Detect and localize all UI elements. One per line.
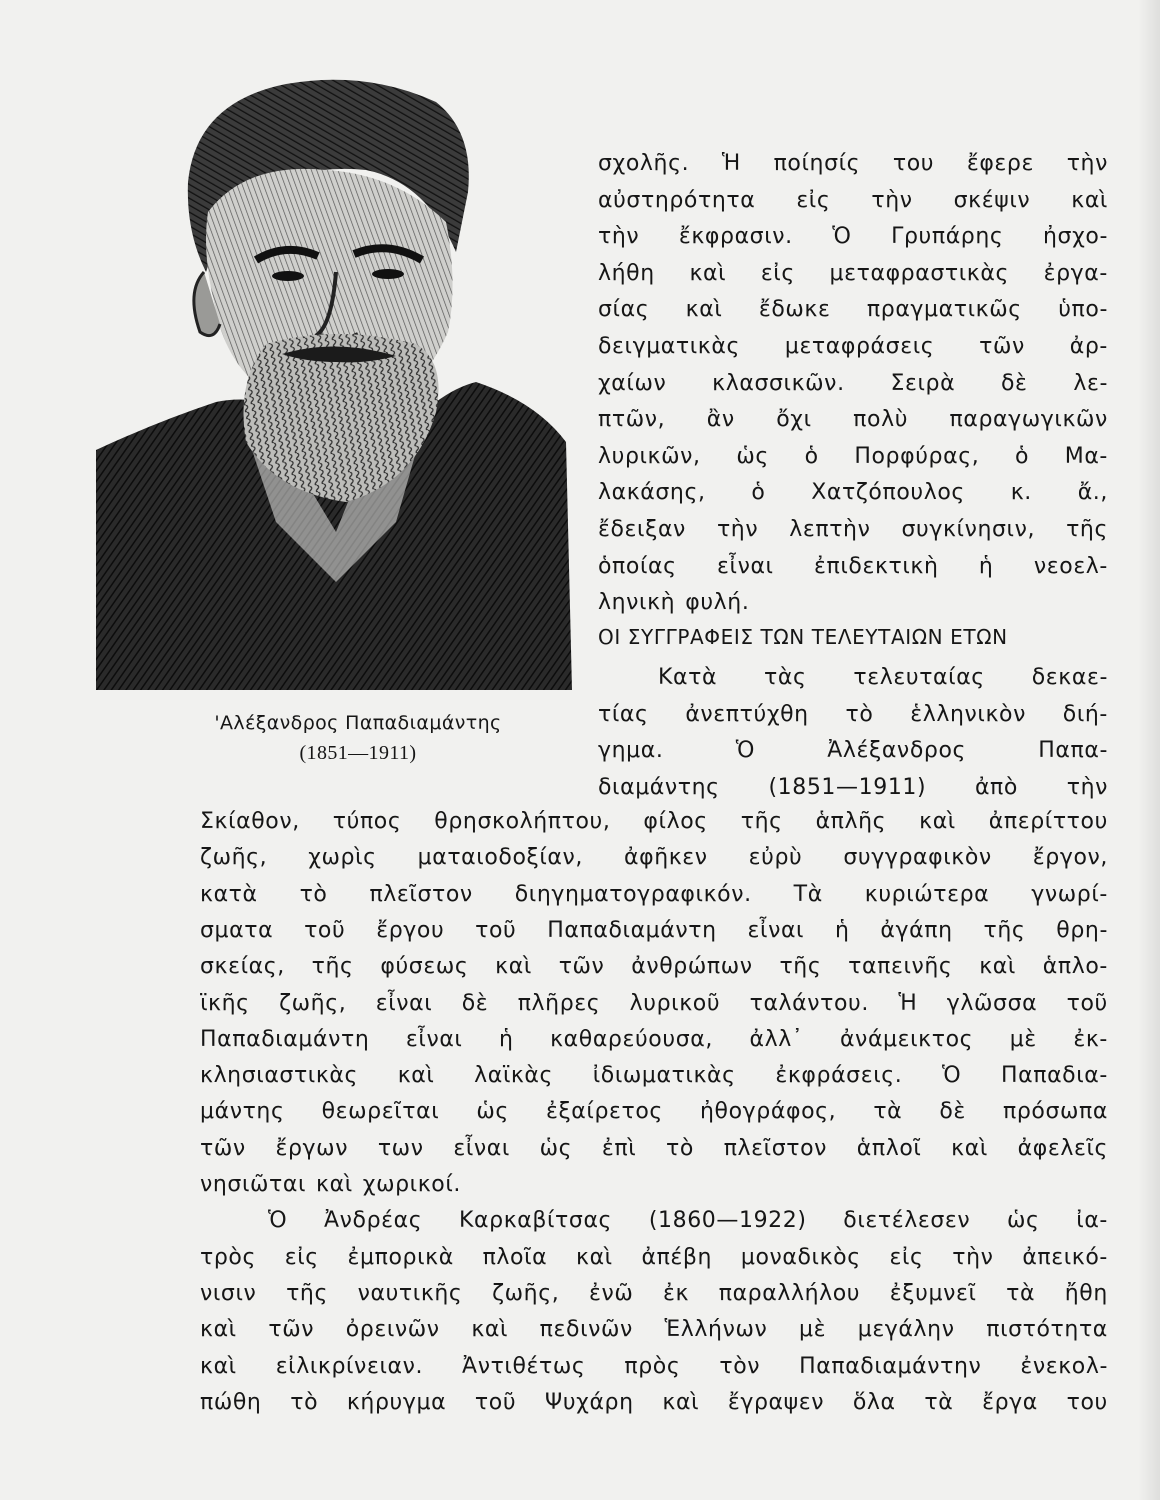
word: τοῦ bbox=[304, 917, 346, 943]
word: χωρὶς bbox=[308, 845, 377, 871]
word: πεδινῶν bbox=[539, 1317, 633, 1343]
word: παραλλήλου bbox=[718, 1280, 861, 1306]
word: ὄχι bbox=[776, 407, 812, 433]
word: ἡ bbox=[834, 917, 850, 943]
word: ἑλληνικὸν bbox=[910, 701, 1026, 727]
word: καὶ bbox=[979, 954, 1016, 980]
word: θεωρεῖται bbox=[321, 1099, 440, 1125]
word: ἔδωκε bbox=[758, 297, 831, 323]
word: ἀπέβη bbox=[641, 1244, 713, 1270]
text-line bbox=[598, 512, 1108, 548]
word: τὸ bbox=[845, 701, 874, 727]
word: ἔργου bbox=[376, 917, 445, 943]
word: καὶ bbox=[951, 1135, 988, 1161]
word: του bbox=[1066, 1389, 1108, 1415]
word: ἔκφρασιν. bbox=[678, 224, 793, 250]
word: χαίων bbox=[598, 370, 667, 396]
word: καὶ bbox=[397, 1063, 435, 1089]
word: Καρκαβίτσας bbox=[459, 1208, 613, 1234]
word: καὶ bbox=[662, 1389, 700, 1415]
word: καὶ bbox=[576, 1244, 613, 1270]
word: των bbox=[377, 1135, 424, 1161]
text-line bbox=[200, 1240, 1108, 1276]
text-line bbox=[598, 475, 1108, 511]
word: τοῦ bbox=[475, 917, 517, 943]
word: τελευταίας bbox=[853, 665, 985, 690]
word: σκείας, bbox=[200, 954, 285, 980]
word: ἀγάπη bbox=[880, 917, 953, 943]
text-line bbox=[598, 733, 1108, 769]
text-line bbox=[200, 1058, 1108, 1094]
text-line bbox=[200, 804, 1108, 840]
word: μὲ bbox=[799, 1317, 827, 1343]
word: εἶναι bbox=[717, 553, 774, 579]
word: εἶναι bbox=[453, 1135, 510, 1161]
word: ἀφῆκεν bbox=[623, 845, 708, 871]
word: ὁ bbox=[804, 443, 819, 469]
word: Παπαδια- bbox=[1000, 1063, 1108, 1089]
word: εἰς bbox=[889, 1244, 924, 1270]
word: συγγραφικὸν bbox=[843, 845, 992, 871]
word: Παπαδιαμάντη bbox=[200, 1026, 370, 1052]
word: τύπος bbox=[332, 809, 402, 834]
word: τὰ bbox=[1006, 1280, 1036, 1306]
word: διετέλεσεν bbox=[843, 1208, 971, 1234]
word: πραγματικῶς bbox=[866, 297, 1022, 323]
word: εἰς bbox=[760, 260, 795, 286]
word: καὶ bbox=[685, 297, 723, 323]
word: κήρυγμα bbox=[346, 1389, 447, 1415]
word: σκέψιν bbox=[953, 187, 1031, 213]
word: μεταφραστικὰς bbox=[829, 260, 1009, 286]
word: τῆς bbox=[286, 1280, 328, 1306]
word: νισιν bbox=[200, 1280, 257, 1306]
word: διηγηματογραφικόν. bbox=[514, 881, 752, 907]
word: ὁ bbox=[751, 480, 766, 506]
word: καὶ bbox=[200, 1353, 237, 1379]
word: λυρικῶν, bbox=[598, 443, 701, 469]
word: καθαρεύουσα, bbox=[550, 1026, 713, 1052]
text-line bbox=[598, 585, 1108, 621]
word: Ὁ bbox=[735, 738, 755, 764]
word: εἶναι bbox=[375, 990, 433, 1016]
word: ἰα- bbox=[1076, 1208, 1108, 1234]
word: πτῶν, bbox=[598, 407, 666, 433]
word: τῶν bbox=[558, 954, 605, 980]
text-line bbox=[200, 1312, 1108, 1348]
text-line bbox=[598, 439, 1108, 475]
word: τὰς bbox=[764, 665, 807, 690]
word: Σειρὰ bbox=[890, 370, 956, 396]
text-line bbox=[200, 840, 1108, 876]
word: ζωῆς, bbox=[492, 1280, 560, 1306]
word: ἀπὸ bbox=[974, 774, 1018, 800]
word: ἠσχο- bbox=[1042, 224, 1108, 250]
word: Πορφύρας, bbox=[854, 443, 980, 469]
text-line bbox=[200, 877, 1108, 913]
word: ἔργα bbox=[982, 1389, 1038, 1415]
word: Ὁ bbox=[832, 224, 852, 250]
word: ὅλα bbox=[852, 1389, 896, 1415]
word: τὰ bbox=[924, 1389, 954, 1415]
word: τῆς bbox=[311, 954, 354, 980]
word: τὸν bbox=[719, 1353, 761, 1379]
word: λακάσης, bbox=[598, 480, 706, 506]
word: εὐρὺ bbox=[748, 845, 803, 871]
text-line bbox=[200, 986, 1108, 1022]
word: ζωῆς, bbox=[279, 990, 347, 1016]
text-line bbox=[200, 1276, 1108, 1312]
word: καὶ bbox=[1071, 187, 1108, 213]
word: τίας bbox=[598, 701, 649, 727]
word: σίας bbox=[598, 297, 650, 323]
text-line bbox=[598, 697, 1108, 733]
word: δὲ bbox=[1000, 370, 1028, 396]
word: ὀρεινῶν bbox=[345, 1317, 440, 1343]
word: ἀνεπτύχθη bbox=[685, 701, 809, 727]
word: ἀπεικό- bbox=[1022, 1244, 1108, 1270]
word: λεπτὴν bbox=[789, 517, 871, 542]
word: ζωῆς, bbox=[200, 845, 268, 871]
word: Παπαδιαμάντην bbox=[799, 1353, 982, 1379]
word: Ἀντιθέτως bbox=[462, 1353, 586, 1379]
word: πολὺ bbox=[853, 407, 909, 433]
word: τὴν bbox=[598, 224, 640, 250]
word: τὴν bbox=[716, 517, 759, 542]
text-line bbox=[200, 1203, 1108, 1239]
word: εἰς bbox=[284, 1244, 319, 1270]
portrait-caption-name: 'Αλέξανδρος Παπαδιαμάντης bbox=[214, 712, 502, 734]
word: Παπαδιαμάντη bbox=[547, 917, 717, 943]
word: διή- bbox=[1062, 701, 1108, 727]
word: ἀπερίττου bbox=[988, 809, 1108, 834]
word: Χατζόπουλος bbox=[811, 480, 965, 506]
word: ἡ bbox=[978, 553, 994, 579]
word: ἐκ bbox=[663, 1280, 690, 1306]
word: Κατὰ bbox=[658, 665, 718, 690]
word: νεοελ- bbox=[1033, 553, 1108, 579]
word: Μα- bbox=[1064, 443, 1108, 469]
word: γνωρί- bbox=[1031, 881, 1108, 907]
word: τὸ bbox=[299, 881, 328, 907]
portrait-engraving bbox=[96, 62, 576, 690]
word: καὶ bbox=[471, 1317, 509, 1343]
word: καὶ bbox=[689, 260, 727, 286]
text-line bbox=[200, 1131, 1108, 1167]
text-line bbox=[598, 366, 1108, 402]
word: φυλή. bbox=[685, 590, 750, 616]
word: ληνικὴ bbox=[598, 590, 676, 616]
word: διαμάντης bbox=[598, 774, 720, 800]
word: ἀρ- bbox=[1069, 334, 1108, 359]
word: δεκαε- bbox=[1031, 665, 1108, 690]
word: γημα. bbox=[598, 738, 664, 764]
word: γλῶσσα bbox=[946, 990, 1038, 1016]
word: τῆς bbox=[983, 917, 1026, 943]
word: ἡ bbox=[499, 1026, 514, 1052]
word: τῶν bbox=[979, 334, 1025, 359]
text-line bbox=[200, 1385, 1108, 1421]
word: τὴν bbox=[1066, 774, 1108, 800]
word: Ἡ bbox=[721, 151, 741, 176]
word: πώθη bbox=[200, 1389, 262, 1415]
text-line bbox=[598, 660, 1108, 696]
word: τὴν bbox=[871, 187, 913, 213]
word: ματαιοδοξίαν, bbox=[417, 845, 584, 871]
word: φύσεως bbox=[380, 954, 469, 980]
word: νησιῶται bbox=[200, 1172, 307, 1197]
word: ἔφερε bbox=[966, 151, 1034, 176]
word: λυρικοῦ bbox=[629, 990, 721, 1016]
word: πλοῖα bbox=[482, 1244, 548, 1270]
word: τῆς bbox=[740, 809, 783, 834]
word: τὰ bbox=[873, 1099, 903, 1125]
word: μὲ bbox=[1009, 1026, 1037, 1052]
word: ἐξαίρετος bbox=[545, 1099, 663, 1125]
word: κ. bbox=[1010, 480, 1032, 506]
word: τοῦ bbox=[1066, 990, 1108, 1016]
page-edge-shadow bbox=[1138, 0, 1160, 1500]
word: ἔγραψεν bbox=[727, 1389, 825, 1415]
word: ἁπλο- bbox=[1042, 954, 1108, 980]
word: καὶ bbox=[919, 809, 956, 834]
word: ἰδιωματικὰς bbox=[592, 1063, 736, 1089]
word: κατὰ bbox=[200, 881, 258, 907]
word: ἐργα- bbox=[1043, 260, 1108, 286]
word: ἁπλοῖ bbox=[856, 1135, 922, 1161]
word: ἔδειξαν bbox=[598, 517, 686, 542]
word: φίλος bbox=[643, 809, 708, 834]
word: Ὁ bbox=[268, 1208, 288, 1234]
word: σχολῆς. bbox=[598, 151, 690, 176]
word: ἀνθρώπων bbox=[631, 954, 753, 980]
word: ταπεινῆς bbox=[848, 954, 953, 980]
word: τῶν bbox=[268, 1317, 315, 1343]
word: τὴν bbox=[952, 1244, 994, 1270]
word: λήθη bbox=[598, 260, 655, 286]
word: τοῦ bbox=[474, 1389, 517, 1415]
word: πρόσωπα bbox=[1003, 1099, 1108, 1125]
word: Ἡ bbox=[898, 990, 918, 1016]
word: μεγάλην bbox=[857, 1317, 955, 1343]
word: πλῆρες bbox=[517, 990, 601, 1016]
word: ϊκῆς bbox=[200, 990, 250, 1016]
word: πιστότητα bbox=[986, 1317, 1108, 1343]
word: τὴν bbox=[1066, 151, 1108, 176]
word: μοναδικὸς bbox=[740, 1244, 861, 1270]
text-line bbox=[598, 549, 1108, 585]
word: πλεῖστον bbox=[723, 1135, 828, 1161]
text-line bbox=[598, 329, 1108, 365]
word: ὡς bbox=[476, 1099, 509, 1125]
word: ἤθη bbox=[1064, 1280, 1108, 1306]
text-line bbox=[598, 770, 1108, 806]
word: ἐνεκολ- bbox=[1020, 1353, 1108, 1379]
word: ὁποίας bbox=[598, 553, 677, 579]
word: θρη- bbox=[1056, 917, 1108, 943]
word: ναυτικῆς bbox=[357, 1280, 463, 1306]
word: εἶναι bbox=[747, 917, 805, 943]
word: καὶ bbox=[200, 1317, 237, 1343]
word: αὐστηρότητα bbox=[598, 187, 756, 213]
word: κλασσικῶν. bbox=[712, 370, 845, 396]
word: Τὰ bbox=[793, 881, 823, 907]
word: δὲ bbox=[461, 990, 489, 1016]
word: μάντης bbox=[200, 1099, 285, 1125]
word: τῆς bbox=[779, 954, 822, 980]
word: ὁ bbox=[1014, 443, 1030, 469]
word: ποίησίς bbox=[773, 151, 861, 176]
word: τῆς bbox=[1066, 517, 1108, 542]
text-line bbox=[598, 183, 1108, 219]
word: ὑπο- bbox=[1058, 297, 1108, 323]
text-line bbox=[598, 256, 1108, 292]
word: θρησκολήπτου, bbox=[434, 809, 611, 834]
word: (1860—1922) bbox=[648, 1208, 807, 1234]
section-heading: ΟΙ ΣΥΓΓΡΑΦΕΙΣ ΤΩΝ ΤΕΛΕΥΤΑΙΩΝ ΕΤΩΝ bbox=[598, 625, 1008, 649]
word: (1851—1911) bbox=[768, 774, 927, 800]
text-line bbox=[200, 1167, 1108, 1203]
word: Ἀλέξανδρος bbox=[827, 738, 967, 764]
text-line bbox=[598, 402, 1108, 438]
word: τὸ bbox=[666, 1135, 694, 1161]
word: ἔργον, bbox=[1032, 845, 1108, 871]
word: Ψυχάρη bbox=[544, 1389, 634, 1415]
text-line bbox=[598, 146, 1108, 182]
word: εἶναι bbox=[405, 1026, 463, 1052]
word: ἄ., bbox=[1077, 480, 1108, 506]
word: τὸ bbox=[290, 1389, 319, 1415]
word: τῶν bbox=[200, 1135, 246, 1161]
word: συγκίνησιν, bbox=[901, 517, 1036, 542]
word: λαϊκὰς bbox=[474, 1063, 554, 1089]
word: Ἑλλήνων bbox=[664, 1317, 768, 1343]
word: παραγωγικῶν bbox=[949, 407, 1108, 433]
word: ὡς bbox=[736, 443, 769, 469]
word: ἁπλῆς bbox=[815, 809, 887, 834]
text-line bbox=[200, 949, 1108, 985]
word: ἐπιδεκτικὴ bbox=[814, 553, 939, 579]
word: ἀνάμεικτος bbox=[839, 1026, 974, 1052]
word: ὡς bbox=[1007, 1208, 1040, 1234]
text-line bbox=[200, 1094, 1108, 1130]
word: μεταφράσεις bbox=[784, 334, 935, 359]
word: δειγματικὰς bbox=[598, 334, 740, 359]
word: Σκίαθον, bbox=[200, 809, 300, 834]
word: ταλάντου. bbox=[749, 990, 869, 1016]
word: του bbox=[892, 151, 935, 176]
word: ἂν bbox=[706, 407, 735, 433]
word: εἰς bbox=[796, 187, 831, 213]
word: ἐκφράσεις. bbox=[775, 1063, 903, 1089]
word: καὶ bbox=[316, 1172, 353, 1197]
word: πρὸς bbox=[624, 1353, 681, 1379]
word: εἰλικρίνειαν. bbox=[275, 1353, 424, 1379]
text-line bbox=[598, 292, 1108, 328]
text-line bbox=[200, 1022, 1108, 1058]
word: κλησιαστικὰς bbox=[200, 1063, 359, 1089]
word: ἀφελεῖς bbox=[1017, 1135, 1108, 1161]
word: ὡς bbox=[539, 1135, 573, 1161]
word: ἐκ- bbox=[1073, 1026, 1108, 1052]
word: Ὁ bbox=[942, 1063, 962, 1089]
word: λε- bbox=[1073, 370, 1108, 396]
word: σματα bbox=[200, 917, 274, 943]
word: Γρυπάρης bbox=[891, 224, 1004, 250]
text-line bbox=[598, 219, 1108, 255]
word: δὲ bbox=[939, 1099, 966, 1125]
word: Παπα- bbox=[1038, 738, 1108, 764]
word: ἐνῶ bbox=[588, 1280, 634, 1306]
word: καὶ bbox=[495, 954, 532, 980]
word: ἐπὶ bbox=[601, 1135, 637, 1161]
word: τρὸς bbox=[200, 1244, 256, 1270]
word: ἐμπορικὰ bbox=[347, 1244, 454, 1270]
word: ἠθογράφος, bbox=[700, 1099, 837, 1125]
portrait-caption-dates: (1851—1911) bbox=[299, 742, 417, 764]
text-line bbox=[200, 1349, 1108, 1385]
word: ἀλλ᾽ bbox=[749, 1026, 804, 1052]
word: χωρικοί. bbox=[362, 1172, 461, 1197]
text-line bbox=[200, 913, 1108, 949]
word: ἐξυμνεῖ bbox=[889, 1280, 977, 1306]
word: Ἀνδρέας bbox=[324, 1208, 423, 1234]
word: κυριώτερα bbox=[864, 881, 990, 907]
word: πλεῖστον bbox=[369, 881, 473, 907]
word: ἔργων bbox=[275, 1135, 349, 1161]
